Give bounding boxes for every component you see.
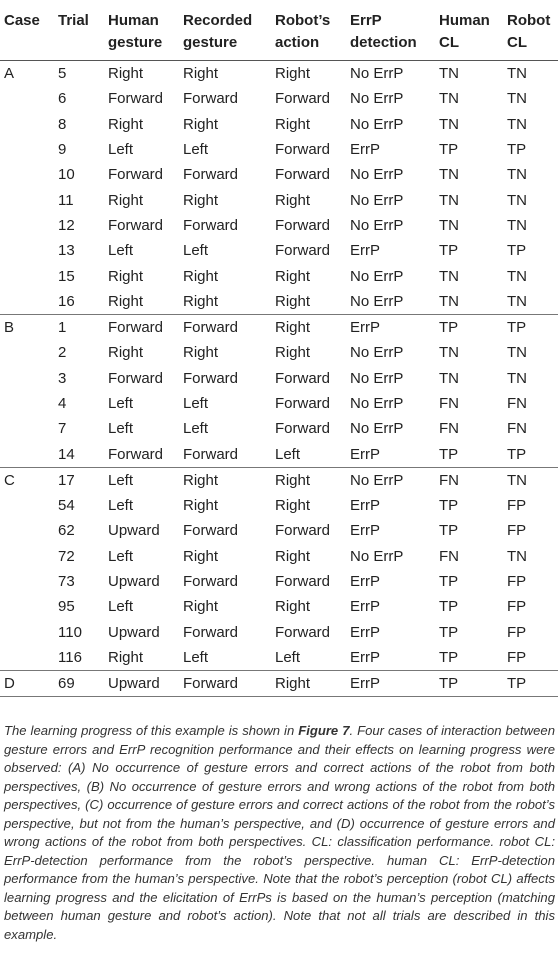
cell-robot-action: Forward xyxy=(275,141,331,159)
header-robot-cl-line: CL xyxy=(507,34,527,51)
cell-recorded-gesture: Forward xyxy=(183,675,239,693)
table-row xyxy=(0,289,558,315)
cell-recorded-gesture: Forward xyxy=(183,445,239,463)
table-row xyxy=(0,366,558,391)
cell-robot-action: Right xyxy=(275,344,311,362)
cell-human-cl: FN xyxy=(439,420,459,438)
cell-human-gesture: Forward xyxy=(108,90,164,108)
cell-trial: 116 xyxy=(58,648,82,666)
cell-recorded-gesture: Left xyxy=(183,242,209,260)
cell-errp-detection: ErrP xyxy=(350,242,380,260)
table-row xyxy=(0,620,558,645)
cell-errp-detection: No ErrP xyxy=(350,216,404,234)
cell-case xyxy=(0,238,58,263)
cell-case xyxy=(0,213,58,238)
cell-case xyxy=(0,518,58,543)
cell-case xyxy=(0,544,58,569)
cell-human-gesture: Left xyxy=(108,395,134,412)
cell-robot-cl: TP xyxy=(507,141,527,159)
cell-case xyxy=(0,441,58,467)
table-row xyxy=(0,594,558,619)
cell-human-cl: TP xyxy=(439,497,459,515)
cell-robot-action: Right xyxy=(275,319,311,337)
cell-robot-cl: TN xyxy=(507,292,527,310)
table-header xyxy=(0,6,558,61)
cell-trial: 72 xyxy=(58,547,75,565)
cell-trial: 6 xyxy=(58,90,67,108)
cell-human-gesture: Left xyxy=(108,420,134,438)
cell-trial: 11 xyxy=(58,191,74,209)
header-human-gesture-line: Human xyxy=(108,12,159,29)
cell-human-gesture: Left xyxy=(108,598,134,616)
figure-reference: Figure 7 xyxy=(298,723,350,738)
table-caption xyxy=(4,722,555,944)
cell-human-gesture: Forward xyxy=(108,166,164,184)
cell-recorded-gesture: Right xyxy=(183,115,219,133)
cell-recorded-gesture: Right xyxy=(183,344,219,362)
cell-robot-cl: TN xyxy=(507,267,527,285)
cell-human-cl: TP xyxy=(439,445,459,463)
header-human-gesture-line: gesture xyxy=(108,34,163,51)
cell-human-gesture: Upward xyxy=(108,623,160,641)
cell-robot-cl: TP xyxy=(507,319,527,337)
table-row xyxy=(0,544,558,569)
cell-human-cl: TP xyxy=(439,242,459,260)
cell-recorded-gesture: Right xyxy=(183,497,219,515)
cell-errp-detection: No ErrP xyxy=(350,166,404,184)
cell-human-gesture: Left xyxy=(108,547,134,565)
header-row xyxy=(0,6,558,61)
header-robot-action-line: Robot’s xyxy=(275,12,331,29)
cell-trial: 10 xyxy=(58,166,75,184)
cell-case xyxy=(0,569,58,594)
results-table xyxy=(0,6,558,697)
cell-human-gesture: Upward xyxy=(108,522,160,540)
cell-robot-cl: FP xyxy=(507,598,527,616)
cell-human-cl: TP xyxy=(439,598,459,616)
cell-robot-action: Right xyxy=(275,191,311,209)
cell-case: D xyxy=(4,675,15,693)
cell-robot-action: Forward xyxy=(275,573,331,591)
cell-case xyxy=(0,594,58,619)
cell-human-cl: FN xyxy=(439,547,459,565)
cell-human-cl: TN xyxy=(439,369,459,387)
cell-human-gesture: Right xyxy=(108,267,144,285)
table-row xyxy=(0,416,558,441)
cell-human-cl: TP xyxy=(439,141,459,159)
header-robot-action xyxy=(275,6,350,61)
header-human-cl-line: Human xyxy=(439,12,490,29)
cell-errp-detection: No ErrP xyxy=(350,395,404,412)
cell-recorded-gesture: Forward xyxy=(183,319,239,337)
caption-lead: The learning progress of this example is shown in xyxy=(4,723,299,738)
header-errp-detection xyxy=(350,6,439,61)
table-row xyxy=(0,467,558,493)
cell-recorded-gesture: Forward xyxy=(183,522,239,540)
cell-errp-detection: ErrP xyxy=(350,497,380,515)
cell-case xyxy=(0,187,58,212)
cell-robot-cl: TN xyxy=(507,65,527,83)
cell-robot-cl: FN xyxy=(507,395,527,412)
cell-recorded-gesture: Right xyxy=(183,471,219,489)
cell-trial: 54 xyxy=(58,497,75,515)
cell-errp-detection: No ErrP xyxy=(350,90,404,108)
cell-trial: 9 xyxy=(58,141,67,159)
table-row xyxy=(0,238,558,263)
cell-case xyxy=(0,416,58,441)
header-errp-detection-line: ErrP xyxy=(350,12,382,29)
cell-case xyxy=(0,137,58,162)
cell-trial: 8 xyxy=(58,115,67,133)
table-row xyxy=(0,263,558,288)
header-errp-detection-line: detection xyxy=(350,34,417,51)
cell-human-cl: FN xyxy=(439,471,459,489)
cell-robot-action: Forward xyxy=(275,420,331,438)
cell-case xyxy=(0,340,58,365)
cell-errp-detection: ErrP xyxy=(350,675,380,693)
cell-robot-action: Forward xyxy=(275,216,331,234)
cell-case xyxy=(0,289,58,315)
cell-trial: 69 xyxy=(58,675,75,693)
cell-robot-cl: TN xyxy=(507,547,527,565)
header-recorded-gesture xyxy=(183,6,275,61)
cell-robot-cl: FP xyxy=(507,497,527,515)
cell-case xyxy=(0,391,58,416)
cell-human-cl: TP xyxy=(439,319,459,337)
cell-robot-action: Right xyxy=(275,115,311,133)
table-row xyxy=(0,340,558,365)
cell-errp-detection: ErrP xyxy=(350,445,380,463)
cell-human-gesture: Left xyxy=(108,471,134,489)
cell-trial: 2 xyxy=(58,344,67,362)
header-recorded-gesture-line: gesture xyxy=(183,34,238,51)
cell-robot-cl: TP xyxy=(507,675,527,693)
cell-robot-cl: TN xyxy=(507,166,527,184)
cell-trial: 5 xyxy=(58,65,67,83)
cell-robot-cl: TN xyxy=(507,369,527,387)
cell-case xyxy=(0,263,58,288)
cell-human-gesture: Forward xyxy=(108,216,164,234)
cell-errp-detection: No ErrP xyxy=(350,420,404,438)
caption-body: . Four cases of interaction between gesture errors and ErrP recognition performance and their effects on learning progress were observed: (A) No occurrence of gesture errors and correct actions of the robot from both perspectives, (B) No occurrence of gesture errors and wrong actions of the robot from both perspectives, (C) occurrence of gesture errors and correct actions of the robot from the robot’s perspective, but not from the human’s perspective, and (D) occurrence of gesture errors and wrong actions of the robot from both perspectives. CL: classification performance. robot CL: ErrP-detection performance from the robot’s perspective. human CL: ErrP-detection performance from the human’s perspective. Note that the robot’s perception (robot CL) affects learning progress and the elicitation of ErrPs is based on the human’s perception (matching between human gesture and robot’s action). Note that not all trials are described in this example. xyxy=(4,723,555,942)
cell-recorded-gesture: Forward xyxy=(183,573,239,591)
cell-human-gesture: Upward xyxy=(108,675,160,693)
table-row xyxy=(0,213,558,238)
cell-errp-detection: ErrP xyxy=(350,648,380,666)
table-row xyxy=(0,314,558,340)
cell-errp-detection: ErrP xyxy=(350,319,380,337)
header-human-cl xyxy=(439,6,507,61)
cell-robot-cl: FP xyxy=(507,623,527,641)
cell-trial: 17 xyxy=(58,471,75,489)
cell-robot-action: Right xyxy=(275,471,311,489)
cell-human-gesture: Forward xyxy=(108,319,164,337)
cell-trial: 1 xyxy=(58,319,67,337)
cell-errp-detection: No ErrP xyxy=(350,65,404,83)
cell-recorded-gesture: Forward xyxy=(183,216,239,234)
cell-errp-detection: No ErrP xyxy=(350,471,404,489)
cell-human-cl: TP xyxy=(439,522,459,540)
cell-human-cl: TN xyxy=(439,115,459,133)
cell-trial: 73 xyxy=(58,573,75,591)
table-row xyxy=(0,493,558,518)
cell-recorded-gesture: Right xyxy=(183,547,219,565)
cell-robot-cl: TN xyxy=(507,216,527,234)
table-row xyxy=(0,162,558,187)
cell-robot-cl: FP xyxy=(507,573,527,591)
header-robot-action-line: action xyxy=(275,34,320,51)
cell-robot-action: Right xyxy=(275,598,311,616)
cell-human-cl: TP xyxy=(439,573,459,591)
cell-robot-action: Right xyxy=(275,65,311,83)
table-row xyxy=(0,645,558,671)
cell-recorded-gesture: Forward xyxy=(183,90,239,108)
cell-case: B xyxy=(4,319,15,337)
cell-human-cl: TN xyxy=(439,90,459,108)
cell-case: A xyxy=(4,65,15,83)
cell-robot-action: Forward xyxy=(275,166,331,184)
header-robot-cl xyxy=(507,6,558,61)
cell-human-cl: TN xyxy=(439,65,459,83)
cell-robot-action: Right xyxy=(275,267,311,285)
cell-robot-action: Right xyxy=(275,497,311,515)
cell-human-cl: TN xyxy=(439,292,459,310)
table-row xyxy=(0,441,558,467)
cell-robot-action: Right xyxy=(275,547,311,565)
cell-human-gesture: Left xyxy=(108,242,134,260)
cell-case xyxy=(0,366,58,391)
cell-errp-detection: ErrP xyxy=(350,522,380,540)
cell-trial: 3 xyxy=(58,369,67,387)
cell-human-gesture: Right xyxy=(108,292,144,310)
cell-case xyxy=(0,162,58,187)
cell-human-cl: TP xyxy=(439,623,459,641)
cell-trial: 4 xyxy=(58,395,67,412)
header-robot-cl-line: Robot xyxy=(507,12,551,29)
cell-human-cl: TN xyxy=(439,166,459,184)
cell-robot-action: Forward xyxy=(275,395,331,412)
cell-errp-detection: ErrP xyxy=(350,573,380,591)
cell-human-cl: TP xyxy=(439,648,459,666)
cell-human-gesture: Right xyxy=(108,648,144,666)
cell-recorded-gesture: Right xyxy=(183,267,219,285)
table-row xyxy=(0,569,558,594)
table-row xyxy=(0,137,558,162)
header-case-line: Case xyxy=(4,12,40,29)
table-row xyxy=(0,112,558,137)
cell-recorded-gesture: Right xyxy=(183,598,219,616)
table-row xyxy=(0,187,558,212)
cell-errp-detection: No ErrP xyxy=(350,369,404,387)
cell-human-cl: TN xyxy=(439,267,459,285)
table-row xyxy=(0,671,558,697)
cell-robot-action: Left xyxy=(275,445,301,463)
cell-errp-detection: No ErrP xyxy=(350,191,404,209)
cell-recorded-gesture: Right xyxy=(183,65,219,83)
cell-recorded-gesture: Forward xyxy=(183,166,239,184)
cell-robot-action: Forward xyxy=(275,522,331,540)
table-row xyxy=(0,391,558,416)
cell-human-gesture: Right xyxy=(108,191,144,209)
cell-case xyxy=(0,86,58,111)
cell-robot-cl: TN xyxy=(507,90,527,108)
header-human-cl-line: CL xyxy=(439,34,459,51)
cell-trial: 14 xyxy=(58,445,75,463)
cell-errp-detection: ErrP xyxy=(350,623,380,641)
cell-human-gesture: Forward xyxy=(108,369,164,387)
cell-robot-cl: FP xyxy=(507,522,527,540)
cell-case xyxy=(0,645,58,671)
cell-trial: 95 xyxy=(58,598,75,616)
cell-case xyxy=(0,493,58,518)
cell-trial: 110 xyxy=(58,623,82,641)
table-row xyxy=(0,61,558,87)
cell-errp-detection: No ErrP xyxy=(350,292,404,310)
cell-robot-cl: TN xyxy=(507,471,527,489)
cell-robot-cl: TN xyxy=(507,344,527,362)
cell-human-gesture: Left xyxy=(108,497,134,515)
header-trial xyxy=(58,6,108,61)
cell-human-cl: FN xyxy=(439,395,459,412)
header-case xyxy=(0,6,58,61)
cell-robot-action: Right xyxy=(275,292,311,310)
cell-human-cl: TP xyxy=(439,675,459,693)
cell-case xyxy=(0,112,58,137)
header-trial-line: Trial xyxy=(58,12,89,29)
cell-human-gesture: Upward xyxy=(108,573,160,591)
cell-recorded-gesture: Right xyxy=(183,191,219,209)
cell-human-gesture: Left xyxy=(108,141,134,159)
cell-human-cl: TN xyxy=(439,191,459,209)
cell-trial: 62 xyxy=(58,522,75,540)
cell-trial: 16 xyxy=(58,292,75,310)
cell-robot-cl: FN xyxy=(507,420,527,438)
cell-robot-action: Left xyxy=(275,648,301,666)
cell-recorded-gesture: Left xyxy=(183,395,209,412)
cell-human-gesture: Forward xyxy=(108,445,164,463)
cell-human-gesture: Right xyxy=(108,344,144,362)
cell-recorded-gesture: Left xyxy=(183,420,209,438)
cell-errp-detection: No ErrP xyxy=(350,547,404,565)
cell-robot-cl: FP xyxy=(507,648,527,666)
cell-recorded-gesture: Left xyxy=(183,648,209,666)
cell-recorded-gesture: Forward xyxy=(183,623,239,641)
results-table-container xyxy=(0,6,558,697)
cell-robot-cl: TP xyxy=(507,445,527,463)
cell-human-cl: TN xyxy=(439,216,459,234)
cell-robot-action: Forward xyxy=(275,369,331,387)
header-recorded-gesture-line: Recorded xyxy=(183,12,253,29)
cell-trial: 7 xyxy=(58,420,67,438)
table-row xyxy=(0,86,558,111)
cell-robot-action: Forward xyxy=(275,242,331,260)
cell-case xyxy=(0,620,58,645)
cell-trial: 15 xyxy=(58,267,75,285)
cell-errp-detection: ErrP xyxy=(350,598,380,616)
cell-human-cl: TN xyxy=(439,344,459,362)
cell-errp-detection: No ErrP xyxy=(350,344,404,362)
cell-trial: 12 xyxy=(58,216,75,234)
cell-robot-action: Forward xyxy=(275,623,331,641)
cell-recorded-gesture: Left xyxy=(183,141,209,159)
header-human-gesture xyxy=(108,6,183,61)
cell-robot-action: Forward xyxy=(275,90,331,108)
cell-robot-cl: TN xyxy=(507,191,527,209)
cell-errp-detection: ErrP xyxy=(350,141,380,159)
cell-recorded-gesture: Right xyxy=(183,292,219,310)
cell-human-gesture: Right xyxy=(108,65,144,83)
cell-errp-detection: No ErrP xyxy=(350,267,404,285)
cell-robot-action: Right xyxy=(275,675,311,693)
table-row xyxy=(0,518,558,543)
cell-errp-detection: No ErrP xyxy=(350,115,404,133)
cell-case: C xyxy=(4,471,15,489)
cell-human-gesture: Right xyxy=(108,115,144,133)
cell-trial: 13 xyxy=(58,242,75,260)
cell-robot-cl: TP xyxy=(507,242,527,260)
table-body xyxy=(0,61,558,697)
cell-robot-cl: TN xyxy=(507,115,527,133)
cell-recorded-gesture: Forward xyxy=(183,369,239,387)
